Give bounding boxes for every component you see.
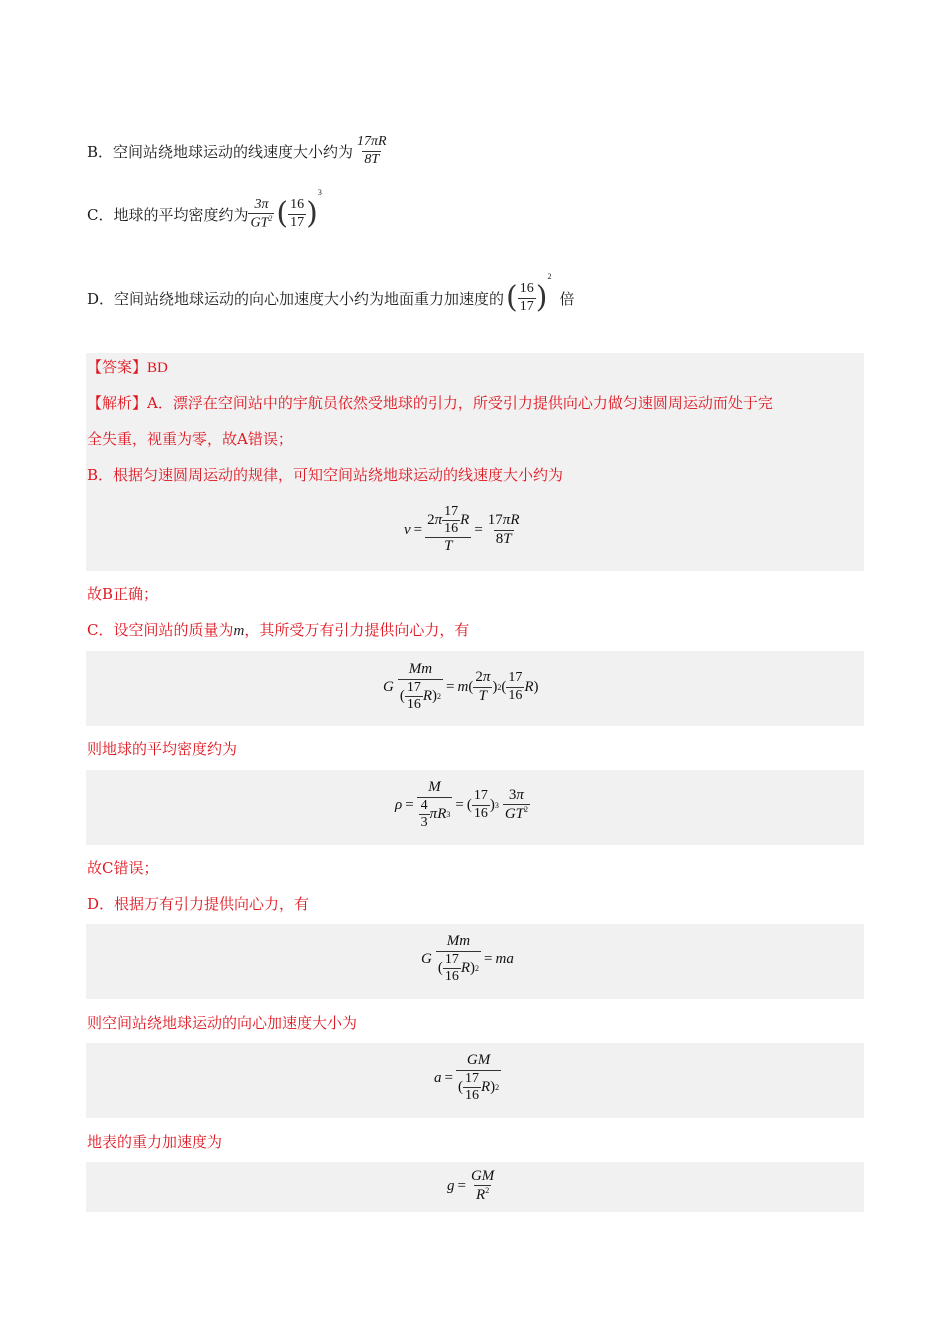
equation-force: G Mm ( 17 16 R ) 2 = m a	[421, 933, 514, 984]
option-c-text: C．地球的平均密度约为	[87, 205, 249, 224]
option-c-exponent: 3	[317, 188, 322, 197]
option-c-left-paren: (	[276, 196, 289, 231]
option-c-right-paren: )	[306, 196, 318, 231]
analysis-d-surface: 地表的重力加速度为	[87, 1133, 223, 1151]
eq-v-fraction2: $\frac{17\pi R}{8T}$	[487, 512, 520, 547]
equation-velocity: v = 2 π 17 16 R T = $\frac{17\pi R}{8T}$	[404, 504, 520, 555]
analysis-label: 【解析】	[87, 394, 148, 412]
answer-label: 【答案】	[87, 358, 148, 376]
analysis-d-accel: 则空间站绕地球运动的向心加速度大小为	[87, 1014, 358, 1032]
analysis-a-line2: 全失重，视重为零，故A错误；	[87, 430, 293, 448]
mass-symbol: m	[233, 623, 245, 639]
answer-line	[87, 356, 168, 379]
option-c	[87, 186, 322, 242]
option-d	[87, 270, 574, 326]
equation-surface-gravity: g = $\frac{GM}{R^2}$	[447, 1167, 495, 1203]
analysis-d-intro: D．根据万有引力提供向心力，有	[87, 895, 310, 913]
option-b-fraction: 17πR 8T	[357, 134, 387, 167]
option-d-left-paren: (	[506, 280, 518, 315]
answer-value: BD	[147, 360, 168, 376]
analysis-c-density: 则地球的平均密度约为	[87, 740, 238, 758]
eq-v-fraction1: 2 π 17 16 R T	[427, 504, 470, 555]
analysis-b-intro: B．根据匀速圆周运动的规律，可知空间站绕地球运动的线速度大小约为	[87, 466, 564, 484]
option-b	[87, 128, 389, 174]
eq-v: v	[404, 521, 411, 538]
option-d-text: D．空间站绕地球运动的向心加速度大小约为地面重力加速度的	[87, 289, 505, 308]
option-d-exponent: 2	[547, 272, 552, 281]
option-c-ratio: 16 17	[290, 197, 305, 230]
equation-acceleration: a = GM ( 17 16 R ) 2	[434, 1052, 500, 1103]
analysis-a-text: A．漂浮在空间站中的宇航员依然受地球的引力，所受引力提供向心力做匀速圆周运动而处于完	[147, 394, 773, 412]
equation-gravitation: G Mm ( 17 16 R ) 2 = m ( 2π T ) 2 ( 17 16 R )	[383, 661, 539, 712]
option-b-text: B．空间站绕地球运动的线速度大小约为	[87, 142, 354, 161]
option-d-ratio: 16 17	[519, 281, 534, 314]
option-c-fraction: 3π $GT^2$	[250, 196, 273, 231]
analysis-a-line1	[87, 392, 773, 414]
option-d-tail: 倍	[559, 289, 575, 308]
analysis-c-intro: C．设空间站的质量为m，其所受万有引力提供向心力，有	[87, 621, 470, 639]
analysis-b-conclusion: 故B正确；	[87, 585, 159, 603]
analysis-c-conclusion: 故C错误；	[87, 859, 159, 877]
equation-density: ρ = M 4 3 π R 3 = ( 17 16 ) 3 3π $GT^2$	[395, 779, 529, 830]
option-d-right-paren: )	[535, 280, 548, 315]
